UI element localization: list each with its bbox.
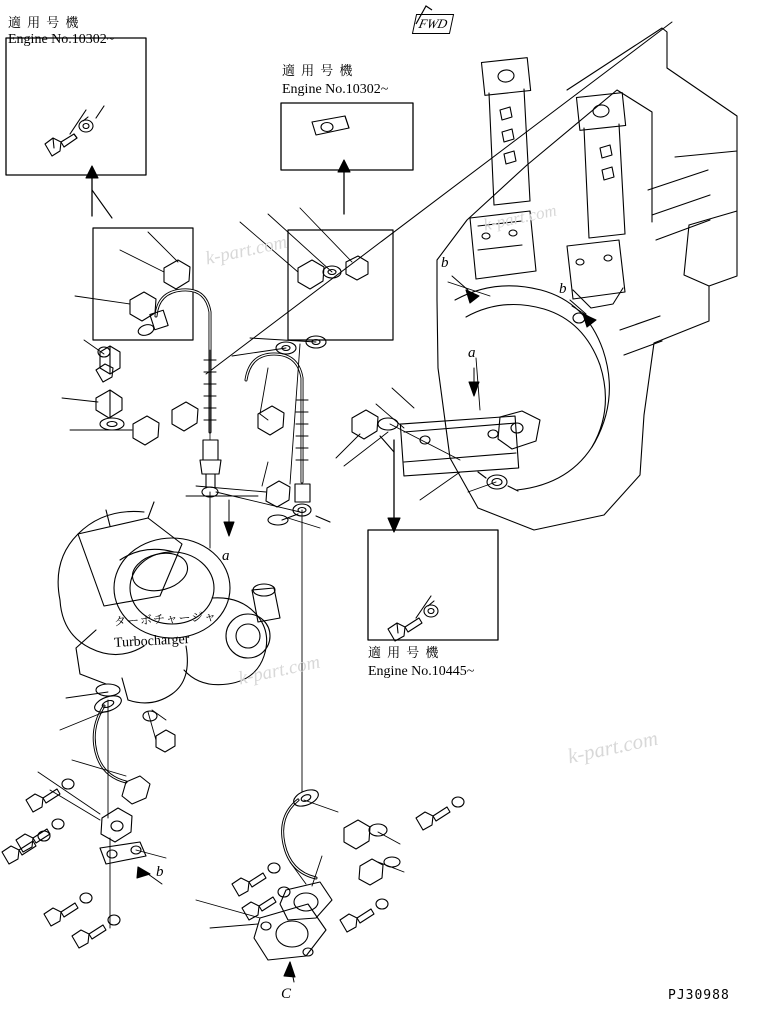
watermark: k-part.com [565, 725, 660, 769]
watermark: k-part.com [481, 200, 559, 235]
watermark: k-part.com [236, 651, 323, 690]
oil-pipes [96, 256, 398, 525]
callout-b-lower: b [156, 864, 164, 880]
drawing-part-number: PJ30988 [668, 988, 730, 1003]
note-bottom-center-jp: 適 用 号 機 [368, 646, 440, 661]
callout-c-lower: C [281, 986, 292, 1002]
bolt-icon [45, 117, 93, 156]
leader-lines [38, 208, 594, 928]
note-top-left-en: Engine No.10302~ [8, 32, 115, 47]
note-top-center-en: Engine No.10302~ [282, 82, 389, 97]
callout-a-turbo: a [222, 548, 230, 564]
turbocharger-label-jp: ターボチャージャ [113, 609, 218, 629]
turbocharger [58, 502, 280, 703]
turbocharger-label-en: Turbocharger [113, 632, 190, 651]
engine-block [203, 22, 737, 530]
fwd-arrow-icon [410, 2, 450, 28]
note-top-left-jp: 適 用 号 機 [8, 16, 80, 31]
watermark: k-part.com [203, 231, 290, 270]
callout-a-engine: a [468, 345, 476, 361]
fwd-label: FWD [417, 16, 449, 31]
note-top-center-jp: 適 用 号 機 [282, 64, 354, 79]
callout-arrows [137, 290, 596, 977]
clamp-icon [312, 116, 349, 135]
bolt-icon-2 [388, 601, 438, 641]
callout-b-engine-2: b [559, 281, 567, 297]
callout-b-engine: b [441, 255, 449, 271]
note-bottom-center-en: Engine No.10445~ [368, 664, 475, 679]
